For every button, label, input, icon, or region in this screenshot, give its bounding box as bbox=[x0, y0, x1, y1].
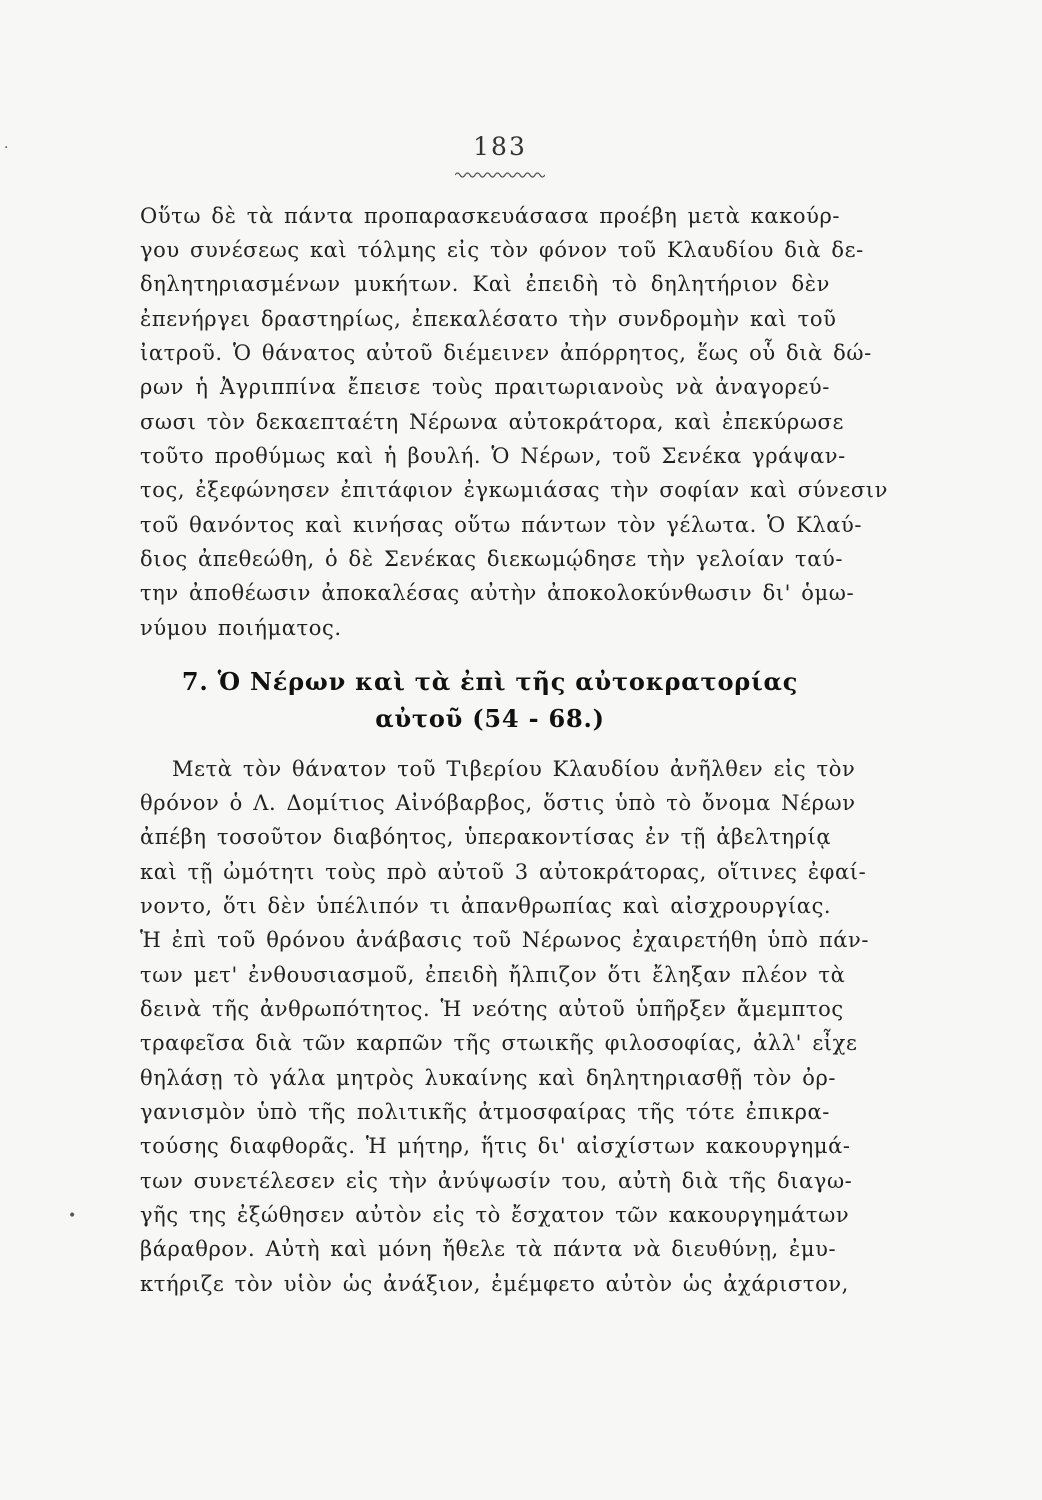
p1-line: τος, ἐξεφώνησεν ἐπιτάφιον ἐγκωμιάσας τὴν σοφίαν καὶ σύνεσιν bbox=[140, 478, 889, 502]
section-heading-line2: αὐτοῦ (54 - 68.) bbox=[375, 704, 605, 733]
p2-line: τραφεῖσα διὰ τῶν καρπῶν τῆς στωικῆς φιλοσοφίας, ἀλλ' εἶχε bbox=[140, 1031, 858, 1055]
p1-line: ἰατροῦ. Ὁ θάνατος αὐτοῦ διέμεινεν ἀπόρρητος, ἕως οὗ διὰ δώ- bbox=[140, 341, 872, 365]
p2-line: δεινὰ τῆς ἀνθρωπότητος. Ἡ νεότης αὐτοῦ ὑπῆρξεν ἄμεμπτος bbox=[140, 997, 844, 1021]
p2-line: βάραθρον. Αὐτὴ καὶ μόνη ἤθελε τὰ πάντα νὰ διευθύνῃ, ἐμυ- bbox=[140, 1237, 837, 1261]
p2-line: νοντο, ὅτι δὲν ὑπέλιπόν τι ἀπανθρωπίας καὶ αἰσχρουργίας. bbox=[140, 894, 832, 918]
p2-line: ἀπέβη τοσοῦτον διαβόητος, ὑπερακοντίσας ἐν τῇ ἀβελτηρίᾳ bbox=[140, 825, 832, 849]
p1-line: γου συνέσεως καὶ τόλμης εἰς τὸν φόνον τοῦ Κλαυδίου διὰ δε- bbox=[140, 238, 864, 262]
p1-line: νύμου ποιήματος. bbox=[140, 616, 342, 640]
p2-line: Μετὰ τὸν θάνατον τοῦ Τιβερίου Κλαυδίου ἀνῆλθεν εἰς τὸν bbox=[172, 757, 856, 781]
margin-mark-bottom: • bbox=[68, 1208, 77, 1224]
p2-line: θρόνον ὁ Λ. Δομίτιος Αἰνόβαρβος, ὅστις ὑπὸ τὸ ὄνομα Νέρων bbox=[140, 791, 856, 815]
p1-line: Οὕτω δὲ τὰ πάντα προπαρασκευάσασα προέβη μετὰ κακούρ- bbox=[140, 204, 841, 228]
section-heading-line1: 7. Ὁ Νέρων καὶ τὰ ἐπὶ τῆς αὐτοκρατορίας bbox=[181, 667, 799, 696]
p2-line: καὶ τῇ ὠμότητι τοὺς πρὸ αὐτοῦ 3 αὐτοκράτορας, οἵτινες ἐφαί- bbox=[140, 860, 867, 884]
ornament-wavy-rule bbox=[455, 170, 545, 180]
p2-line: των συνετέλεσεν εἰς τὴν ἀνύψωσίν του, αὐτὴ διὰ τῆς διαγω- bbox=[140, 1169, 853, 1193]
p1-line: τοῦτο προθύμως καὶ ἡ βουλή. Ὁ Νέρων, τοῦ Σενέκα γράψαν- bbox=[140, 444, 846, 468]
p2-line: των μετ' ἐνθουσιασμοῦ, ἐπειδὴ ἤλπιζον ὅτι ἔληξαν πλέον τὰ bbox=[140, 963, 846, 987]
page-number: 183 bbox=[473, 132, 527, 161]
p1-line: την ἀποθέωσιν ἀποκαλέσας αὐτὴν ἀποκολοκύνθωσιν δι' ὁμω- bbox=[140, 581, 855, 605]
p1-line: διος ἀπεθεώθη, ὁ δὲ Σενέκας διεκωμῴδησε τὴν γελοίαν ταύ- bbox=[140, 547, 844, 571]
p1-line: ἐπενήργει δραστηρίως, ἐπεκαλέσατο τὴν συνδρομὴν καὶ τοῦ bbox=[140, 307, 837, 331]
margin-mark-top: · bbox=[4, 140, 9, 156]
p2-line: γανισμὸν ὑπὸ τῆς πολιτικῆς ἀτμοσφαίρας τῆς τότε ἐπικρα- bbox=[140, 1100, 830, 1124]
p1-line: ρων ἡ Ἀγριππίνα ἔπεισε τοὺς πραιτωριανοὺς νὰ ἀναγορεύ- bbox=[140, 375, 830, 399]
p2-line: τούσης διαφθορᾶς. Ἡ μήτηρ, ἥτις δι' αἰσχίστων κακουργημά- bbox=[140, 1134, 851, 1158]
p2-line: Ἡ ἐπὶ τοῦ θρόνου ἀνάβασις τοῦ Νέρωνος ἐχαιρετήθη ὑπὸ πάν- bbox=[140, 928, 870, 952]
p2-line: γῆς της ἐξώθησεν αὐτὸν εἰς τὸ ἔσχατον τῶν κακουργημάτων bbox=[140, 1203, 850, 1227]
p2-line: κτήριζε τὸν υἱὸν ὡς ἀνάξιον, ἐμέμφετο αὐτὸν ὡς ἀχάριστον, bbox=[140, 1272, 849, 1296]
p1-line: σωσι τὸν δεκαεπταέτη Νέρωνα αὐτοκράτορα, καὶ ἐπεκύρωσε bbox=[140, 410, 844, 434]
p1-line: τοῦ θανόντος καὶ κινήσας οὕτω πάντων τὸν γέλωτα. Ὁ Κλαύ- bbox=[140, 513, 863, 537]
p2-line: θηλάσῃ τὸ γάλα μητρὸς λυκαίνης καὶ δηλητηριασθῇ τὸν ὀρ- bbox=[140, 1066, 837, 1090]
p1-line: δηλητηριασμένων μυκήτων. Καὶ ἐπειδὴ τὸ δηλητήριον δὲν bbox=[140, 272, 830, 296]
